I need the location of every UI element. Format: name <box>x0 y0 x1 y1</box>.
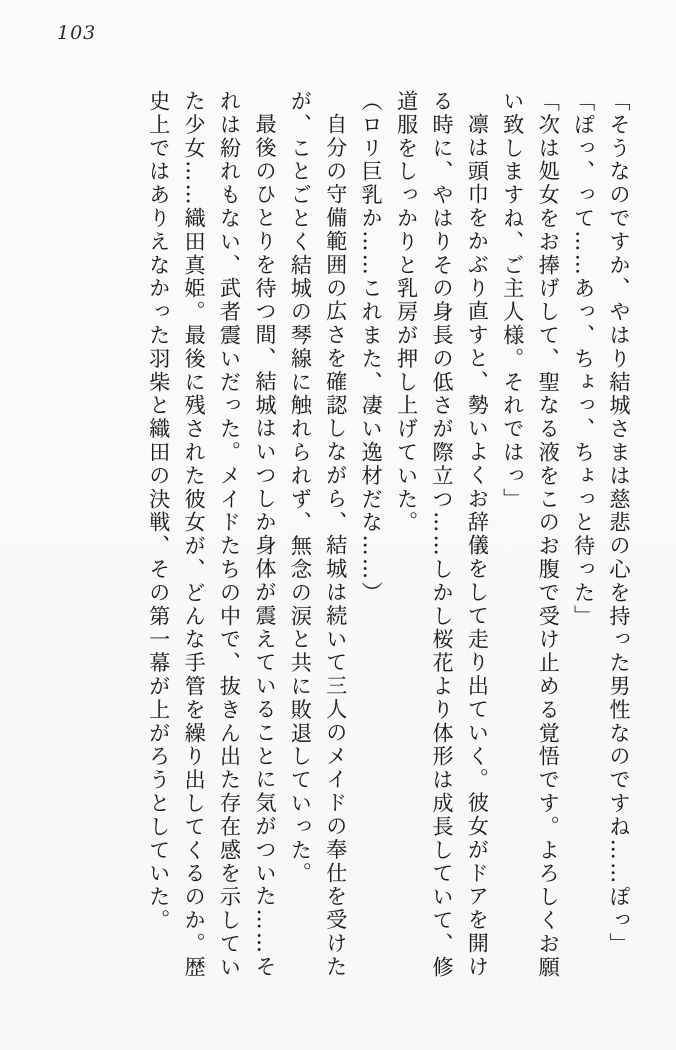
narration-paragraph-1: 凛は頭巾をかぶり直すと、勢いよくお辞儀をして走り出ていく。彼女がドアを開ける時に、やはりその身長の低さが際立つ……しかし桜花より体形は成長していて、修道服をしっかりと乳房が押し上げていた。 <box>394 90 490 980</box>
narration-paragraph-3: 最後のひとりを待つ間、結城はいつしか身体が震えていることに気がついた……それは紛れもない、武者震いだった。メイドたちの中で、抜きん出た存在感を示していた少女……織田真姫。最後に残された彼女が、どんな手管を繰り出してくるのか。歴史上ではありえなかった羽柴と織田の決戦、その第一幕が上がろうとしていた。 <box>146 90 277 980</box>
page-number: 103 <box>57 22 97 44</box>
dialogue-paragraph-1: 「そうなのですか、やはり結城さまは慈悲の心を持った男性なのですね……ぽっ」 <box>607 90 631 956</box>
vertical-text-block <box>140 90 636 983</box>
dialogue-paragraph-3: 「次は処女をお捧げして、聖なる液をこのお腹で受け止める覚悟です。よろしくお願い致しますね、ご主人様。それではっ」 <box>500 90 561 980</box>
dialogue-paragraph-2: 「ぽっ、って……あっ、ちょっ、ちょっと待った」 <box>571 90 596 629</box>
narration-paragraph-2: 自分の守備範囲の広さを確認しながら、結城は続いて三人のメイドの奉仕を受けたが、ことごとく結城の琴線に触れられず、無念の涙と共に敗退していった。 <box>288 90 348 980</box>
monologue-paragraph: （ロリ巨乳か……これまた、凄い逸材だな……） <box>359 90 384 605</box>
